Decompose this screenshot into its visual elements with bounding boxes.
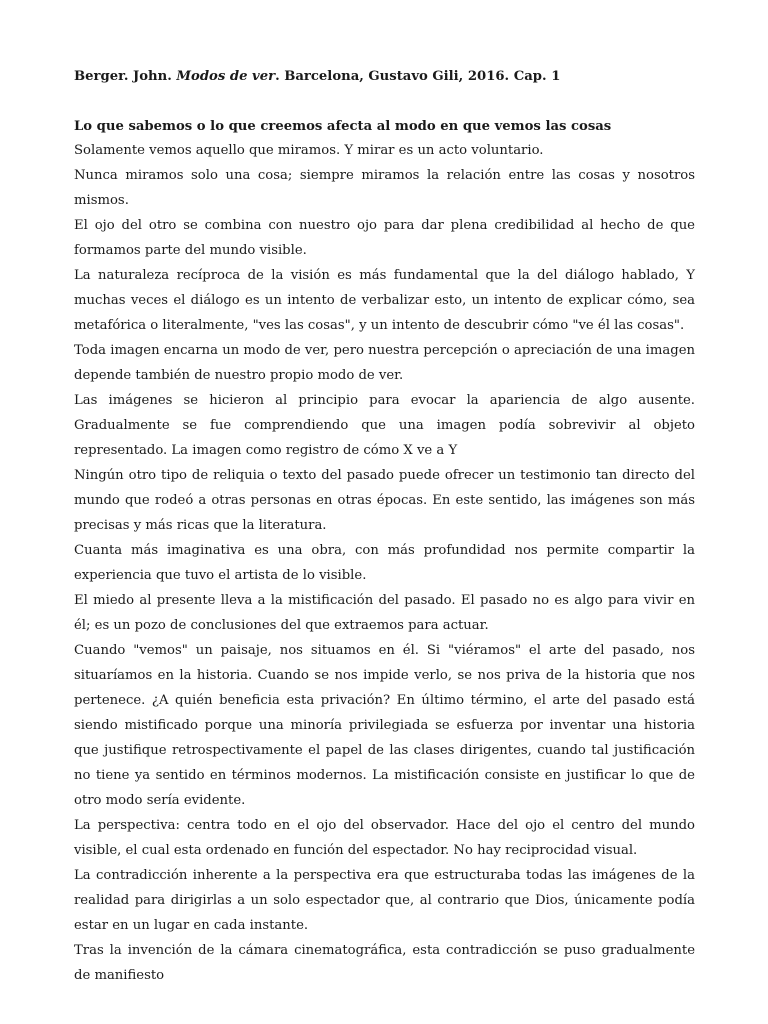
citation-details: . Barcelona, Gustavo Gili, 2016. Cap. 1: [275, 69, 561, 84]
paragraph: Tras la invención de la cámara cinematográfica, esta contradicción se puso gradualmente de manifiesto: [74, 943, 695, 983]
paragraph: Solamente vemos aquello que miramos. Y mirar es un acto voluntario.: [74, 143, 544, 158]
bibliographic-citation: [74, 66, 695, 88]
paragraph: El miedo al presente lleva a la mistificación del pasado. El pasado no es algo para vivir en él; es un pozo de conclusiones del que extraemos para actuar.: [74, 593, 695, 633]
section-heading: Lo que sabemos o lo que creemos afecta al modo en que vemos las cosas: [74, 119, 612, 134]
paragraph: Ningún otro tipo de reliquia o texto del pasado puede ofrecer un testimonio tan directo del mundo que rodeó a otras personas en otras épocas. En este sentido, las imágenes son más precisas y más ricas que la literatura.: [74, 468, 695, 533]
paragraph: Cuando "vemos" un paisaje, nos situamos en él. Si "viéramos" el arte del pasado, nos situaríamos en la historia. Cuando se nos impide verlo, se nos priva de la historia que nos pertenece. ¿A quién beneficia esta privación? En último término, el arte del pasado está siendo mistificado porque una minoría privilegiada se esfuerza por inventar una historia que justifique retrospectivamente el papel de las clases dirigentes, cuando tal justificación no tiene ya sentido en términos modernos. La mistificación consiste en justificar lo que de otro modo sería evidente.: [74, 643, 695, 808]
paragraph: Toda imagen encarna un modo de ver, pero nuestra percepción o apreciación de una imagen depende también de nuestro propio modo de ver.: [74, 343, 695, 383]
citation-author: Berger. John.: [74, 69, 172, 84]
citation-title: Modos de ver: [176, 69, 276, 84]
paragraph: Las imágenes se hicieron al principio para evocar la apariencia de algo ausente. Gradualmente se fue comprendiendo que una imagen podía sobrevivir al objeto representado. La imagen como registro de cómo X ve a Y: [74, 393, 695, 458]
paragraph: Nunca miramos solo una cosa; siempre miramos la relación entre las cosas y nosotros mismos.: [74, 168, 695, 208]
paragraph: La naturaleza recíproca de la visión es más fundamental que la del diálogo hablado, Y muchas veces el diálogo es un intento de verbalizar esto, un intento de explicar cómo, sea metafórica o literalmente, "ves las cosas", y un intento de descubrir cómo "ve él las cosas".: [74, 268, 695, 333]
paragraph: Cuanta más imaginativa es una obra, con más profundidad nos permite compartir la experiencia que tuvo el artista de lo visible.: [74, 543, 695, 583]
paragraph: El ojo del otro se combina con nuestro ojo para dar plena credibilidad al hecho de que formamos parte del mundo visible.: [74, 218, 695, 258]
paragraph: La perspectiva: centra todo en el ojo del observador. Hace del ojo el centro del mundo visible, el cual esta ordenado en función del espectador. No hay reciprocidad visual.: [74, 818, 695, 858]
document-page: [74, 66, 695, 988]
paragraph: La contradicción inherente a la perspectiva era que estructuraba todas las imágenes de la realidad para dirigirlas a un solo espectador que, al contrario que Dios, únicamente podía estar en un lugar en cada instante.: [74, 868, 695, 933]
